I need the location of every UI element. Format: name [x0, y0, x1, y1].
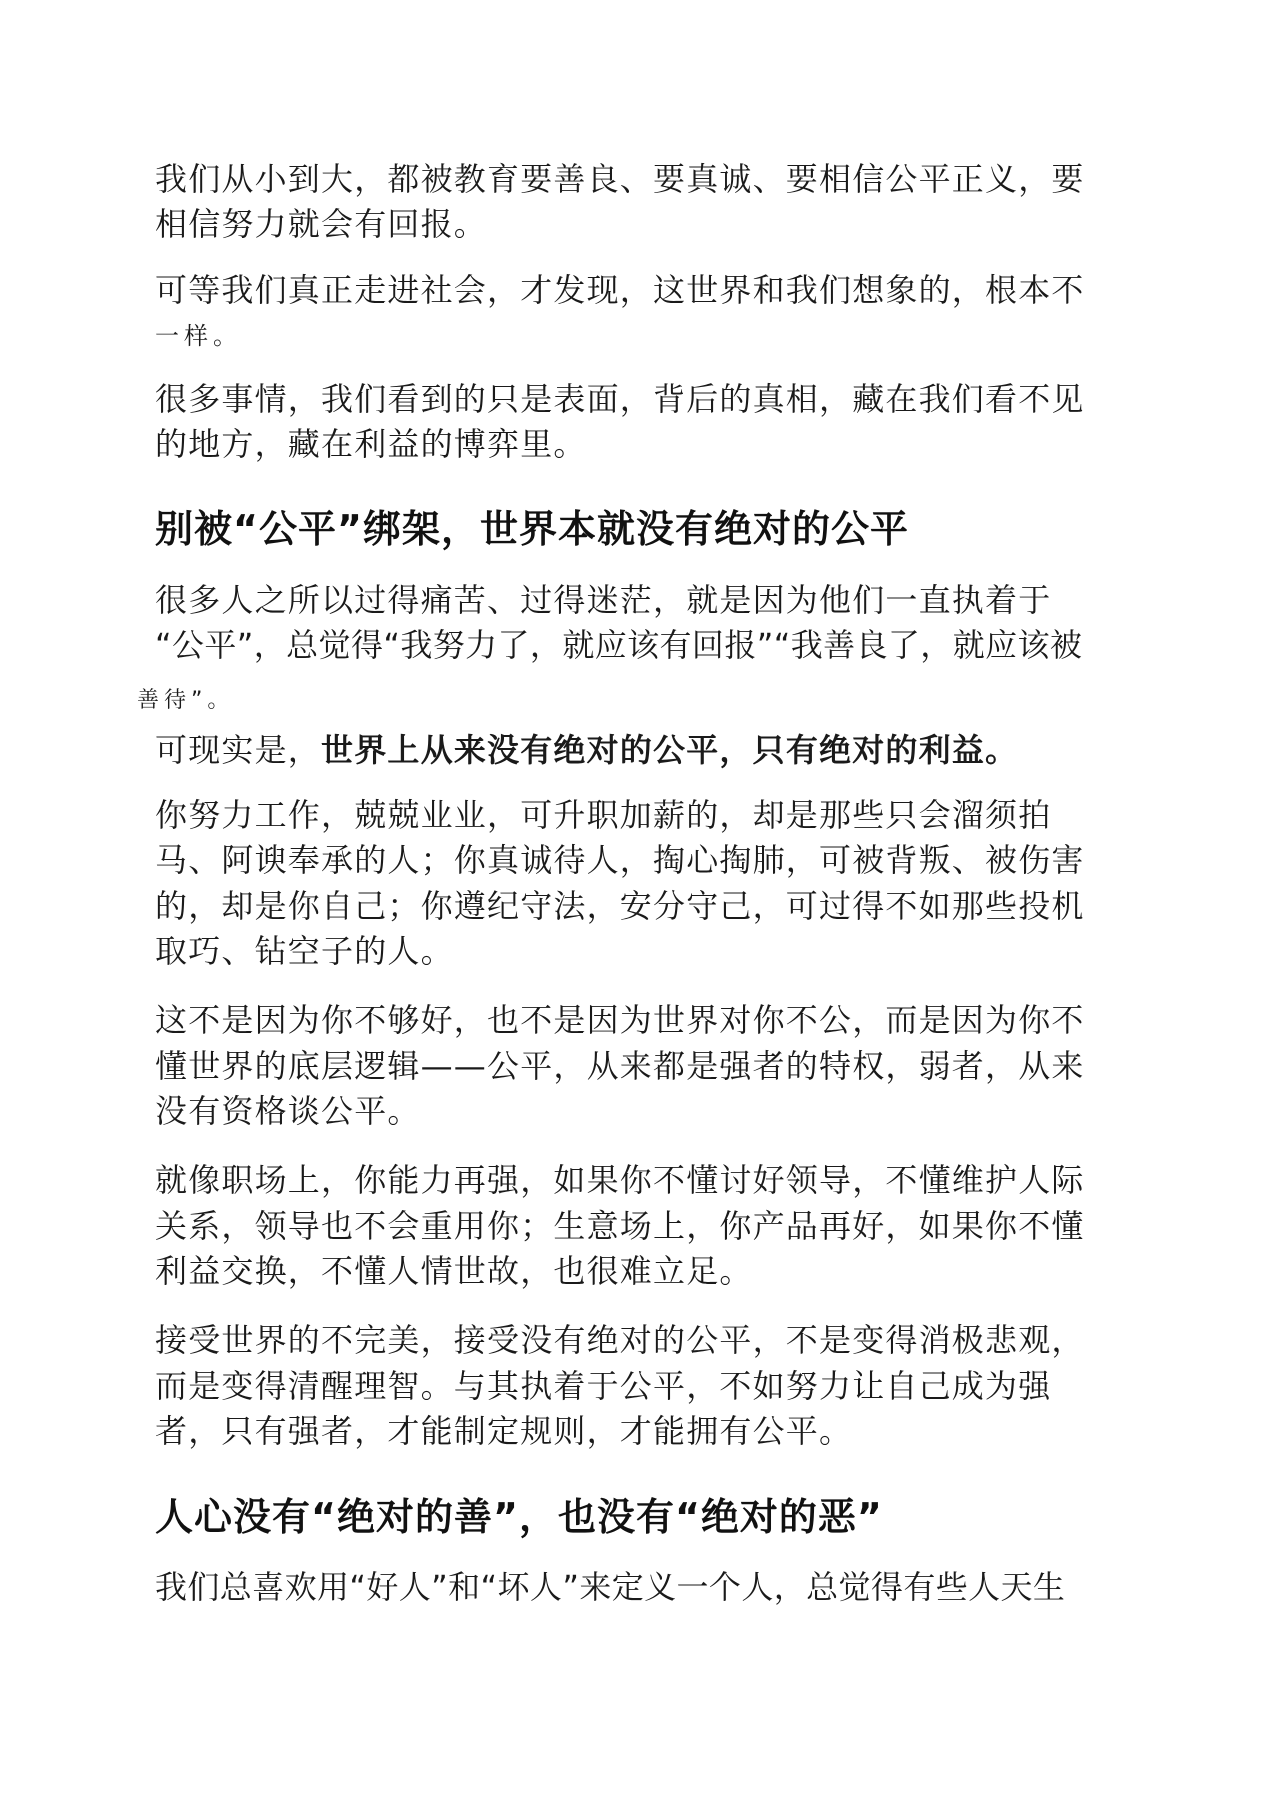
paragraph-line: 很多人之所以过得痛苦、过得迷茫，就是因为他们一直执着于: [155, 581, 1052, 619]
paragraph-line: 的，却是你自己；你遵纪守法，安分守己，可过得不如那些投机: [155, 887, 1085, 925]
paragraph-line: 懂世界的底层逻辑——公平，从来都是强者的特权，弱者，从来: [155, 1047, 1085, 1085]
paragraph-line: 相信努力就会有回报。: [155, 205, 488, 243]
paragraph-line: 取巧、钻空子的人。: [155, 932, 454, 970]
paragraph-line: 接受世界的不完美，接受没有绝对的公平，不是变得消极悲观，: [155, 1321, 1085, 1359]
paragraph-line: “公平”，总觉得“我努力了，就应该有回报”“我善良了，就应该被: [155, 626, 1083, 664]
paragraph-line: 可等我们真正走进社会，才发现，这世界和我们想象的，根本不: [155, 271, 1085, 309]
paragraph-line: 马、阿谀奉承的人；你真诚待人，掏心掏肺，可被背叛、被伤害: [155, 841, 1085, 879]
paragraph-line: 关系，领导也不会重用你；生意场上，你产品再好，如果你不懂: [155, 1207, 1085, 1245]
paragraph-line: 者，只有强者，才能制定规则，才能拥有公平。: [155, 1412, 853, 1450]
paragraph-line: 你努力工作，兢兢业业，可升职加薪的，却是那些只会溜须拍: [155, 796, 1052, 834]
emphasis-text: 世界上从来没有绝对的公平，只有绝对的利益。: [321, 731, 1019, 769]
paragraph-line: 我们从小到大，都被教育要善良、要真诚、要相信公平正义，要: [155, 160, 1085, 198]
section-heading: 人心没有“绝对的善”，也没有“绝对的恶”: [155, 1495, 883, 1539]
paragraph-line: 没有资格谈公平。: [155, 1092, 421, 1130]
paragraph-line: [155, 730, 1018, 770]
paragraph-line: 很多事情，我们看到的只是表面，背后的真相，藏在我们看不见: [155, 380, 1085, 418]
paragraph-line: 就像职场上，你能力再强，如果你不懂讨好领导，不懂维护人际: [155, 1161, 1085, 1199]
paragraph-line: 善待”。: [137, 688, 235, 713]
section-heading: 别被“公平”绑架，世界本就没有绝对的公平: [155, 507, 909, 551]
paragraph-line: 而是变得清醒理智。与其执着于公平，不如努力让自己成为强: [155, 1367, 1052, 1405]
paragraph-line: 一样。: [155, 322, 242, 350]
paragraph-line: 的地方，藏在利益的博弈里。: [155, 425, 587, 463]
paragraph-line: 我们总喜欢用“好人”和“坏人”来定义一个人，总觉得有些人天生: [155, 1568, 1066, 1606]
paragraph-line: 利益交换，不懂人情世故，也很难立足。: [155, 1252, 753, 1290]
paragraph-prefix: 可现实是，: [155, 731, 322, 769]
paragraph-line: 这不是因为你不够好，也不是因为世界对你不公，而是因为你不: [155, 1001, 1085, 1039]
